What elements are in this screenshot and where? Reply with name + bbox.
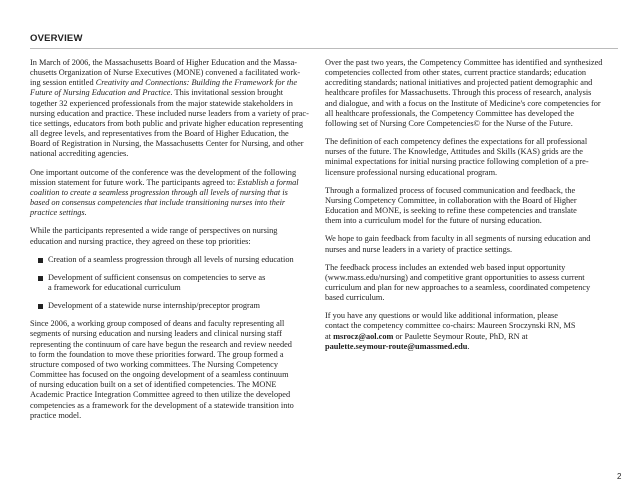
text-line	[30, 188, 310, 198]
text-line	[30, 208, 310, 218]
text-run: accrediting standards; national initiatives and projected patient demographic and	[325, 78, 593, 88]
emphasis-run: based on consensus competencies that include transitioning nurses into their	[30, 198, 286, 208]
bullet-square-icon	[38, 276, 43, 281]
right-paragraph-2	[325, 137, 620, 178]
text-run: If you have any questions or would like additional information, please	[325, 311, 558, 321]
text-run: mission statement for future work. The participants agreed to:	[30, 177, 238, 187]
text-line	[30, 380, 310, 390]
priority-text-2	[48, 273, 310, 293]
text-line	[30, 109, 310, 119]
text-run: competencies as a framework for the development of a statewide transition into	[30, 400, 294, 410]
text-line	[30, 58, 310, 68]
text-line	[30, 390, 310, 400]
text-run: healthcare profiles for Massachusetts. Through this process of research, analysis	[325, 88, 592, 98]
text-run: and dialogue, and with a focus on the Institute of Medicine's core competencies for	[325, 98, 601, 108]
priority-item-1	[30, 255, 310, 265]
text-run: Education and MONE, is seeking to refine these competencies and translate	[325, 206, 577, 216]
priority-text-1	[48, 255, 310, 265]
text-run: Board of Registration in Nursing, the Massachusetts Center for Nursing, and other	[30, 139, 304, 149]
text-line	[325, 273, 620, 283]
text-line	[48, 283, 310, 293]
text-line	[30, 329, 310, 339]
text-line	[48, 273, 310, 283]
text-line	[30, 401, 310, 411]
text-line	[30, 168, 310, 178]
text-run: or Paulette Seymour Route, PhD, RN at	[393, 331, 528, 341]
text-run: In March of 2006, the Massachusetts Board of Higher Education and the Massa-	[30, 58, 298, 67]
text-line	[325, 283, 620, 293]
right-paragraph-6	[325, 311, 620, 352]
right-paragraph-3	[325, 186, 620, 227]
text-line	[30, 411, 310, 421]
text-run: based curriculum.	[325, 293, 385, 303]
text-run: Academic Practice Integration Committee agreed to then utilize the developed	[30, 390, 291, 400]
text-line	[325, 332, 620, 342]
text-run: minimal expectations for initial nursing practice following completion of a pre-	[325, 157, 589, 167]
text-line	[30, 139, 310, 149]
text-run: nurses of the future. The Knowledge, Attitudes and Skills (KAS) grids are the	[325, 147, 583, 157]
text-line	[30, 198, 310, 208]
text-line	[30, 129, 310, 139]
text-line	[325, 137, 620, 147]
priority-text-3	[48, 301, 310, 311]
heading-rule	[30, 48, 618, 49]
bullet-square-icon	[38, 304, 43, 309]
left-paragraph-2	[30, 168, 310, 219]
text-run: together 32 experienced professionals from the major statewide stakeholders in	[30, 98, 293, 108]
text-run: .	[467, 341, 470, 351]
text-line	[325, 245, 620, 255]
left-paragraph-1	[30, 58, 310, 160]
text-line	[325, 68, 620, 78]
text-line	[325, 168, 620, 178]
text-line	[30, 319, 310, 329]
text-run: representing the continuum of care have begun the research and review needed	[30, 339, 292, 349]
text-line	[325, 119, 620, 129]
text-run: segments of nursing education and nursing leaders and clinical nursing staff	[30, 329, 282, 339]
text-line	[325, 196, 620, 206]
bullet-square-icon	[38, 258, 43, 263]
text-run: a framework for educational curriculum	[48, 282, 181, 292]
text-run: While the participants represented a wide range of perspectives on nursing	[30, 226, 278, 236]
text-line	[325, 263, 620, 273]
priority-item-3	[30, 301, 310, 311]
text-line	[30, 226, 310, 236]
priorities-list	[30, 255, 310, 312]
text-run: The feedback process includes an extended web based input opportunity	[325, 262, 566, 272]
text-run: all degree levels, and representatives from the Board of Higher Education, the	[30, 129, 289, 139]
text-line	[325, 157, 620, 167]
text-line	[30, 149, 310, 159]
text-run: licensure professional nursing educational program.	[325, 167, 498, 177]
text-run: One important outcome of the conference was the development of the following	[30, 167, 297, 177]
text-line	[325, 293, 620, 303]
text-run: Since 2006, a working group composed of deans and faculty representing all	[30, 319, 285, 329]
text-line	[325, 186, 620, 196]
text-line	[30, 99, 310, 109]
text-run: competencies collected from other states, current practice standards; education	[325, 68, 587, 78]
text-line	[325, 88, 620, 98]
text-line	[30, 237, 310, 247]
text-run: of nursing education built on a set of identified competencies. The MONE	[30, 380, 277, 390]
text-line	[325, 234, 620, 244]
text-line	[48, 301, 310, 311]
text-line	[30, 370, 310, 380]
text-line	[30, 360, 310, 370]
text-run: at	[325, 331, 334, 341]
email-link: paulette.seymour-route@umassmed.edu	[325, 341, 468, 351]
emphasis-run: Creativity and Connections: Building the Framework for the	[95, 78, 298, 88]
text-line	[325, 206, 620, 216]
text-line	[325, 109, 620, 119]
text-line	[30, 178, 310, 188]
text-run: nurses and nurse leaders in a variety of practice settings.	[325, 244, 513, 254]
emphasis-run: coalition to create a seamless progression through all levels of nursing that is	[30, 187, 288, 197]
text-run: education and nursing practice, they agreed on these top priorities:	[30, 236, 251, 246]
emphasis-run: Future of Nursing Education and Practice.	[30, 88, 173, 98]
text-run: (www.mass.edu/nursing) and competitive grant opportunities to assess current	[325, 272, 585, 282]
priority-item-2	[30, 273, 310, 293]
right-column	[325, 58, 620, 360]
text-line	[325, 216, 620, 226]
section-heading: OVERVIEW	[30, 33, 83, 44]
text-run: Development of sufficient consensus on competencies to serve as	[48, 272, 266, 282]
left-paragraph-4	[30, 319, 310, 421]
text-line	[30, 68, 310, 78]
text-run: them into a curriculum model for the future of nursing education.	[325, 216, 542, 226]
text-run: ing session entitled	[30, 78, 96, 88]
text-line	[325, 99, 620, 109]
text-line	[325, 321, 620, 331]
text-run: Development of a statewide nurse internship/preceptor program	[48, 301, 260, 311]
email-link: msrocz@aol.com	[333, 331, 394, 341]
text-run: following set of Nursing Core Competencies© for the Nurse of the Future.	[325, 118, 573, 128]
text-run: nursing education and practice. These included nurse leaders from a variety of prac-	[30, 108, 309, 118]
text-run: practice model.	[30, 410, 82, 420]
text-line	[48, 255, 310, 265]
text-run: to form the foundation to move these priorities forward. The group formed a	[30, 349, 284, 359]
text-run: structure composed of two working committees. The Nursing Competency	[30, 359, 279, 369]
text-run: curriculum and plan for new approaches to a seamless, coordinated competency	[325, 282, 591, 292]
text-run: This invitational session brought	[172, 88, 284, 98]
text-line	[325, 342, 620, 352]
text-line	[30, 340, 310, 350]
text-run: Over the past two years, the Competency Committee has identified and synthesized	[325, 58, 603, 67]
text-line	[325, 58, 620, 68]
text-run: The definition of each competency defines the expectations for all professional	[325, 137, 588, 147]
text-line	[30, 350, 310, 360]
text-run: chusetts Organization of Nurse Executives (MONE) convened a facilitated work-	[30, 68, 301, 78]
text-run: We hope to gain feedback from faculty in all segments of nursing education and	[325, 234, 591, 244]
left-column	[30, 58, 310, 429]
text-run: Creation of a seamless progression through all levels of nursing education	[48, 254, 294, 264]
right-paragraph-1	[325, 58, 620, 129]
text-line	[30, 88, 310, 98]
right-paragraph-5	[325, 263, 620, 304]
text-run: Committee has focused on the ongoing development of a seamless continuum	[30, 370, 289, 380]
text-line	[325, 147, 620, 157]
emphasis-run: practice settings.	[30, 208, 87, 218]
text-run: Through a formalized process of focused communication and feedback, the	[325, 185, 576, 195]
text-run: tice settings, educators from both public and private higher education representing	[30, 118, 304, 128]
text-run: Nursing Competency Committee, in collaboration with the Board of Higher	[325, 195, 577, 205]
right-paragraph-4	[325, 234, 620, 254]
text-run: contact the competency committee co-chairs: Maureen Sroczynski RN, MS	[325, 321, 576, 331]
text-line	[30, 119, 310, 129]
left-paragraph-3	[30, 226, 310, 246]
emphasis-run: Establish a formal	[237, 177, 299, 187]
text-run: all healthcare professionals, the Competency Committee has developed the	[325, 108, 575, 118]
text-line	[30, 78, 310, 88]
text-run: national accrediting agencies.	[30, 149, 129, 159]
page-number: 2	[617, 472, 622, 481]
text-line	[325, 78, 620, 88]
text-line	[325, 311, 620, 321]
